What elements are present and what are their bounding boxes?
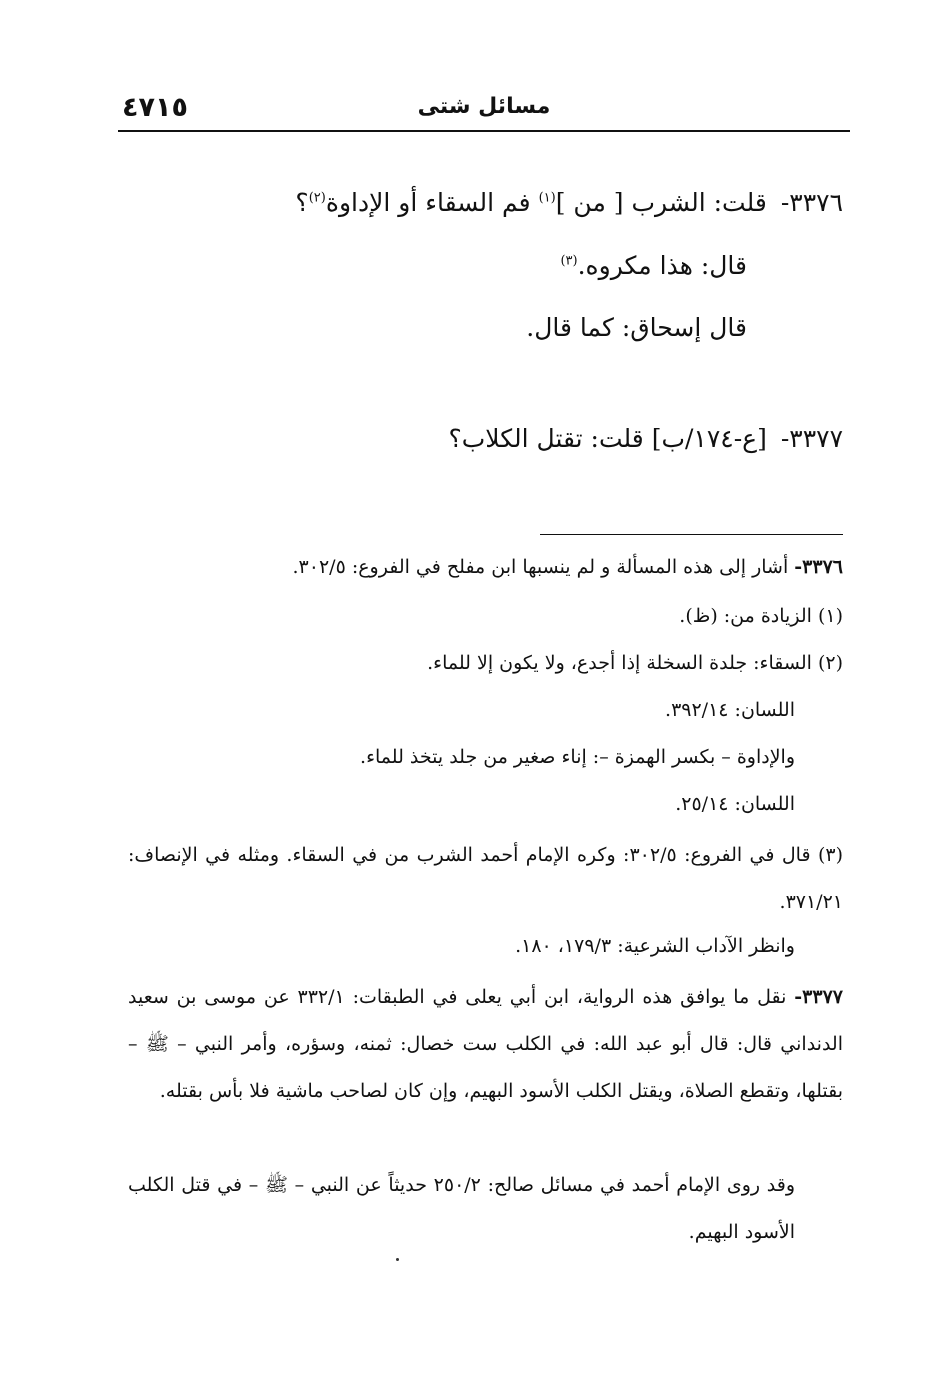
footnote-number: ٣٣٧٧- [794,986,843,1008]
footnote-1: (١) الزيادة من: (ظ). [679,605,843,627]
footnote-3-adab: وانظر الآداب الشرعية: ١٧٩/٣، ١٨٠. [515,935,795,957]
answer-text: قال: هذا مكروه. [577,251,747,280]
footnote-3: (٣) قال في الفروع: ٣٠٢/٥: وكره الإمام أحمد الشرب من في السقاء. ومثله في الإنصاف: ٣٧١/٢١. [128,844,843,913]
ishaq-answer-3376: قال إسحاق: كما قال. [526,313,747,342]
question-text-part1: قلت: الشرب [ من ] [555,188,767,217]
footnote-2-lisan-idawa: اللسان: ٢٥/١٤. [675,793,795,815]
footnote-3377 [128,974,843,1115]
page-number: ٤٧١٥ [122,92,188,123]
footnote-2-idawa: والإداوة – بكسر الهمزة –: إناء صغير من جلد يتخذ للماء. [360,746,795,768]
question-text-part2: فم السقاء أو الإداوة [325,188,539,217]
footnote-text: أشار إلى هذه المسألة و لم ينسبها ابن مفلح في الفروع: ٣٠٢/٥. [292,556,789,578]
footnote-ref-2: (٢) [308,190,326,206]
footnote-ref-3: (٣) [560,253,578,269]
question-text-part3: ؟ [295,188,309,217]
footnote-3376 [293,556,844,578]
page-header [118,86,850,132]
question-text: [ع-١٧٤/ب] قلت: تقتل الكلاب؟ [448,424,767,453]
footnote-3377-salih: وقد روى الإمام أحمد في مسائل صالح: ٢٥٠/٢ حديثاً عن النبي – ﷺ – في قتل الكلب الأسود البهيم. [128,1174,796,1243]
answer-3376 [560,251,747,280]
question-number: ٣٣٧٧- [780,424,843,453]
question-3377 [448,424,843,453]
footnote-2: (٢) السقاء: جلدة السخلة إذا أجدع، ولا يكون إلا للماء. [427,652,843,674]
footnote-2-lisan: اللسان: ٣٩٢/١٤. [665,699,795,721]
footnote-number: ٣٣٧٦- [794,556,843,578]
footnote-text: نقل ما يوافق هذه الرواية، ابن أبي يعلى في الطبقات: ٣٣٢/١ عن موسى بن سعيد الدنداني قال: قال أبو عبد الله: في الكلب ست خصال: ثمنه، وسؤره، وأمر النبي – ﷺ – بقتلها، وتقطع الصلاة، ويقتل الكلب الأسود البهيم، وإن كان لصاحب ماشية فلا بأس بقتله. [128,986,843,1102]
print-speck [396,1258,399,1261]
question-number: ٣٣٧٦- [780,188,843,217]
footnote-ref-1: (١) [538,190,556,206]
running-title: مسائل شتى [417,94,551,119]
footnote-separator [540,534,843,535]
question-3376 [295,188,843,217]
